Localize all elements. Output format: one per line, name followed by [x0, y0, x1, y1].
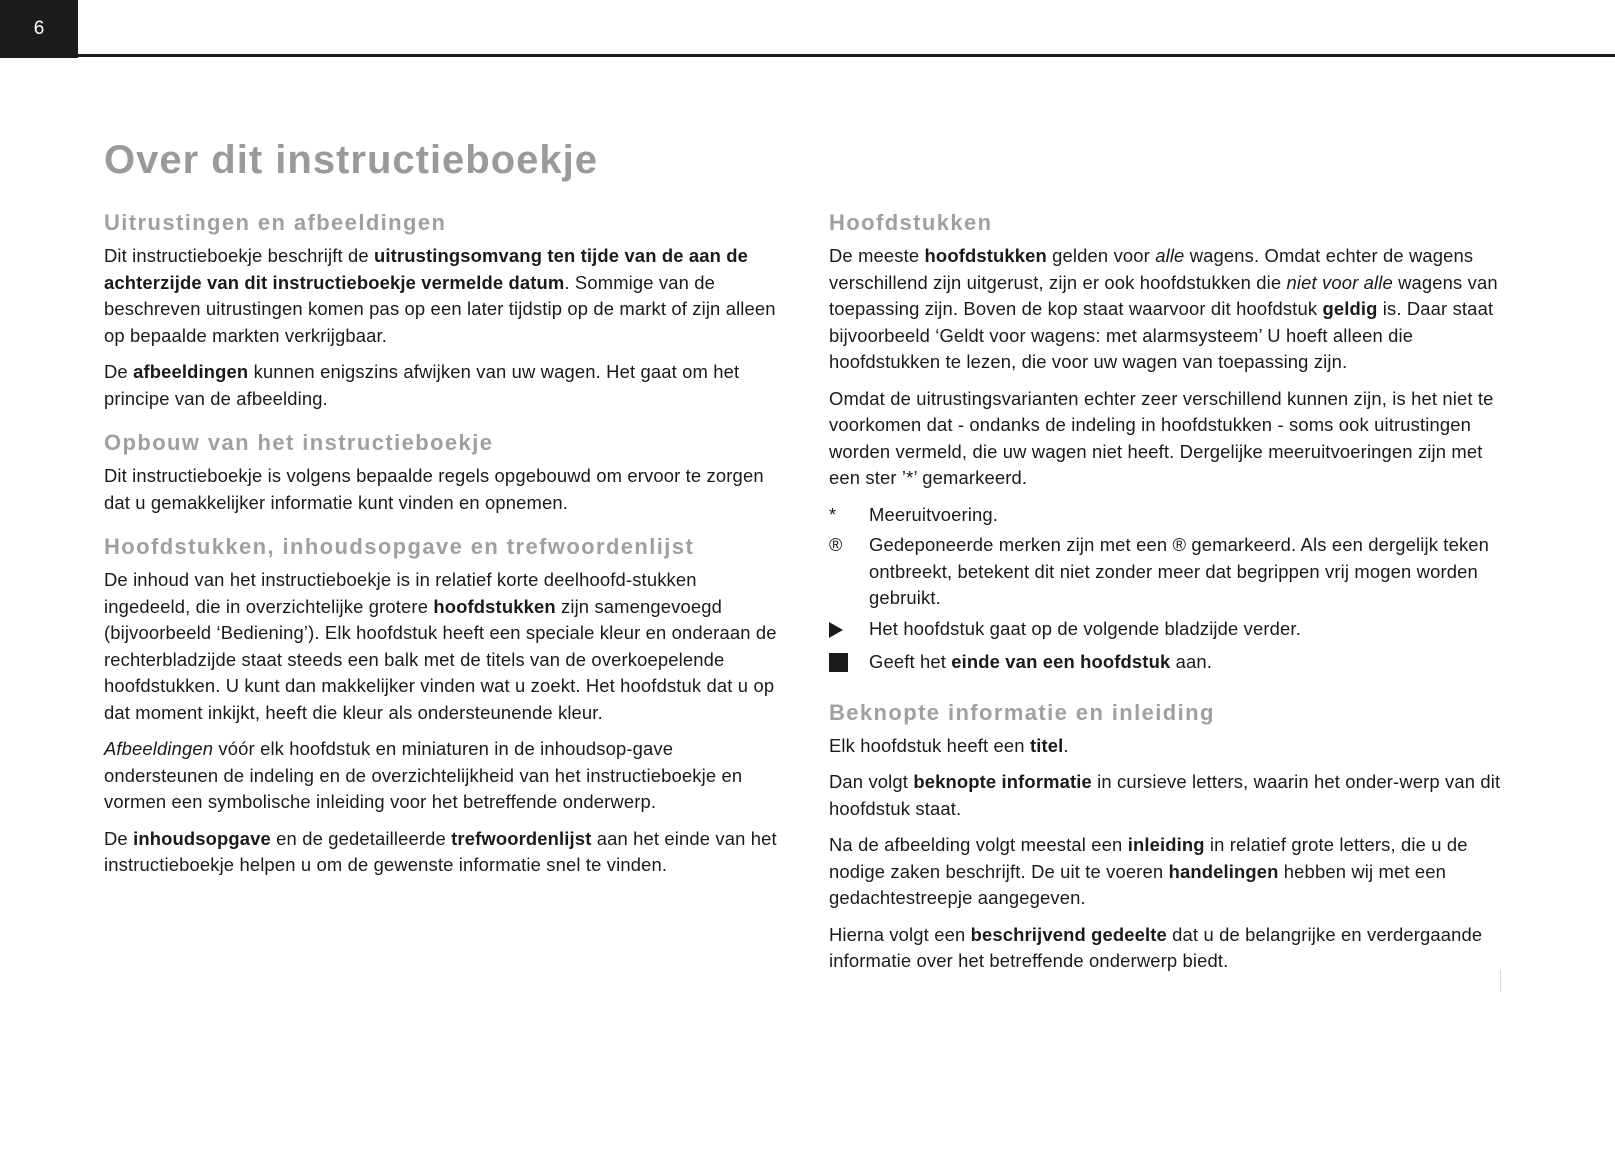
italic-text: niet voor alle: [1286, 271, 1393, 293]
text: zijn samengevoegd (bijvoorbeeld ‘Bediening’). Elk hoofdstuk heeft een speciale kleur en onderaan de rechterbladzijde staat steeds een balk met de titels van de overkoepelende hoofdstukken. U kunt dan makkelijker vinden wat u zoekt. Het hoofdstuk dat u op dat moment inkijkt, heeft die kleur als ondersteunende kleur.: [104, 595, 777, 723]
bold-text: hoofdstukken: [433, 595, 556, 617]
legend-text: Gedeponeerde merken zijn met een ® gemarkeerd. Als een dergelijk teken ontbreekt, betekent dit niet zonder meer dat begrippen vrij mogen worden gebruikt.: [869, 534, 1490, 608]
bold-text: afbeeldingen: [133, 361, 249, 382]
bold-text: geldig: [1322, 298, 1378, 319]
paragraph: [104, 736, 784, 816]
legend-text: Meeruitvoering.: [869, 503, 998, 525]
text: Geeft het: [869, 651, 952, 672]
text: hebben wij met een gedachtestreepje aangegeven.: [829, 860, 1446, 908]
bold-text: inhoudsopgave: [133, 827, 271, 849]
registered-symbol: ®: [829, 535, 843, 555]
page-number: 6: [0, 0, 78, 58]
paragraph: [104, 359, 784, 412]
section-heading-hoofdstukken-inhoudsopgave: Hoofdstukken, inhoudsopgave en trefwoordenlijst: [104, 534, 695, 559]
left-column: [104, 208, 784, 889]
text: Na de afbeelding volgt meestal een: [829, 834, 1128, 855]
legend-item-continue: [829, 616, 1509, 646]
section-heading-hoofdstukken: Hoofdstukken: [829, 210, 993, 235]
bold-text: inleiding: [1127, 834, 1205, 855]
text: De: [104, 361, 134, 382]
section-heading-opbouw: Opbouw van het instructieboekje: [104, 430, 494, 455]
continuation-mark: [1500, 970, 1501, 992]
paragraph: [829, 733, 1509, 760]
text: wagens. Omdat echter de wagens verschillend zijn uitgerust, zijn er ook hoofdstukken die: [829, 245, 1474, 293]
paragraph: Omdat de uitrustingsvarianten echter zeer verschillend kunnen zijn, is het niet te voorkomen dat - ondanks de indeling in hoofdstukken - soms ook uitrustingen worden vermeld, die uw wagen niet heeft. Dergelijke meeruitvoeringen zijn met een ster ’*’ gemarkeerd.: [829, 387, 1494, 488]
bold-text: trefwoordenlijst: [451, 827, 592, 849]
paragraph: [104, 243, 784, 349]
legend-text: [869, 649, 1212, 676]
text: kunnen enigszins afwijken van uw wagen. Het gaat om het principe van de afbeelding.: [104, 361, 740, 409]
text: De inhoud van het instructieboekje is in relatief korte deelhoofd-stukken ingedeeld, die in overzichtelijke grotere: [104, 569, 697, 617]
bold-text: hoofdstukken: [924, 245, 1047, 266]
header-rule: [78, 54, 1615, 57]
text: gelden voor: [1046, 245, 1156, 266]
bold-text: handelingen: [1168, 860, 1279, 882]
text: aan het einde van het instructieboekje helpen u om de gewenste informatie snel te vinden.: [104, 827, 777, 875]
text: vóór elk hoofdstuk en miniaturen in de inhoudsop-gave ondersteunen de indeling en de overzichtelijkheid van het instructieboekje en vormen een symbolische inleiding voor het betreffende onderwerp.: [104, 738, 743, 812]
paragraph: Dit instructieboekje is volgens bepaalde regels opgebouwd om ervoor te zorgen dat u gemakkelijker informatie kunt vinden en opnemen.: [104, 465, 764, 513]
section-heading-beknopte: Beknopte informatie en inleiding: [829, 699, 1215, 725]
legend-item-end: [829, 649, 1509, 680]
text: en de gedetailleerde: [270, 827, 452, 849]
legend-text: Het hoofdstuk gaat op de volgende bladzijde verder.: [869, 617, 1301, 639]
paragraph: [104, 826, 784, 879]
paragraph: [829, 243, 1509, 376]
page-title: Over dit instructieboekje: [104, 138, 599, 182]
bold-text: titel: [1029, 734, 1064, 756]
text: De meeste: [829, 245, 925, 266]
bold-text: einde van een hoofdstuk: [951, 651, 1171, 672]
text: dat u de belangrijke en verdergaande informatie over het betreffende onderwerp biedt.: [829, 923, 1483, 971]
section-heading-uitrustingen: Uitrustingen en afbeeldingen: [104, 210, 447, 235]
italic-text: alle: [1155, 245, 1185, 266]
legend-item-registered: [829, 532, 1509, 612]
paragraph: [104, 567, 784, 726]
text: in cursieve letters, waarin het onder-werp van dit hoofdstuk staat.: [829, 771, 1501, 819]
text: wagens van toepassing zijn. Boven de kop staat waarvoor dit hoofdstuk: [829, 271, 1498, 319]
text: Dan volgt: [829, 771, 914, 792]
text: . Sommige van de beschreven uitrustingen komen pas op een later tijdstip op de markt of zijn alleen op bepaalde markten verkrijgbaar.: [104, 271, 776, 346]
text: is. Daar staat bijvoorbeeld ‘Geldt voor wagens: met alarmsysteem’ U hoeft alleen die hoofdstukken te lezen, die voor uw wagen van toepassing zijn.: [829, 298, 1494, 372]
text: Elk hoofdstuk heeft een: [829, 734, 1030, 756]
bold-text: beknopte informatie: [913, 771, 1092, 792]
italic-text: Afbeeldingen: [104, 738, 214, 759]
text: De: [104, 827, 134, 849]
text: .: [1063, 734, 1069, 756]
paragraph: [829, 832, 1509, 912]
star-symbol: *: [829, 504, 837, 525]
text: aan.: [1170, 651, 1212, 672]
right-column: [829, 208, 1509, 985]
text: in relatief grote letters, die u de nodige zaken beschrijft. De uit te voeren: [829, 834, 1468, 882]
square-icon: [829, 649, 869, 680]
legend-item-star: [829, 502, 1509, 529]
paragraph: [829, 922, 1509, 975]
bold-text: uitrustingsomvang ten tijde van de aan de achterzijde van dit instructieboekje vermelde datum: [104, 245, 749, 293]
paragraph: [829, 769, 1509, 822]
text: Hierna volgt een: [829, 923, 971, 945]
bold-text: beschrijvend gedeelte: [970, 923, 1167, 945]
text: Dit instructieboekje beschrijft de: [104, 245, 374, 266]
triangle-right-icon: [829, 616, 869, 646]
